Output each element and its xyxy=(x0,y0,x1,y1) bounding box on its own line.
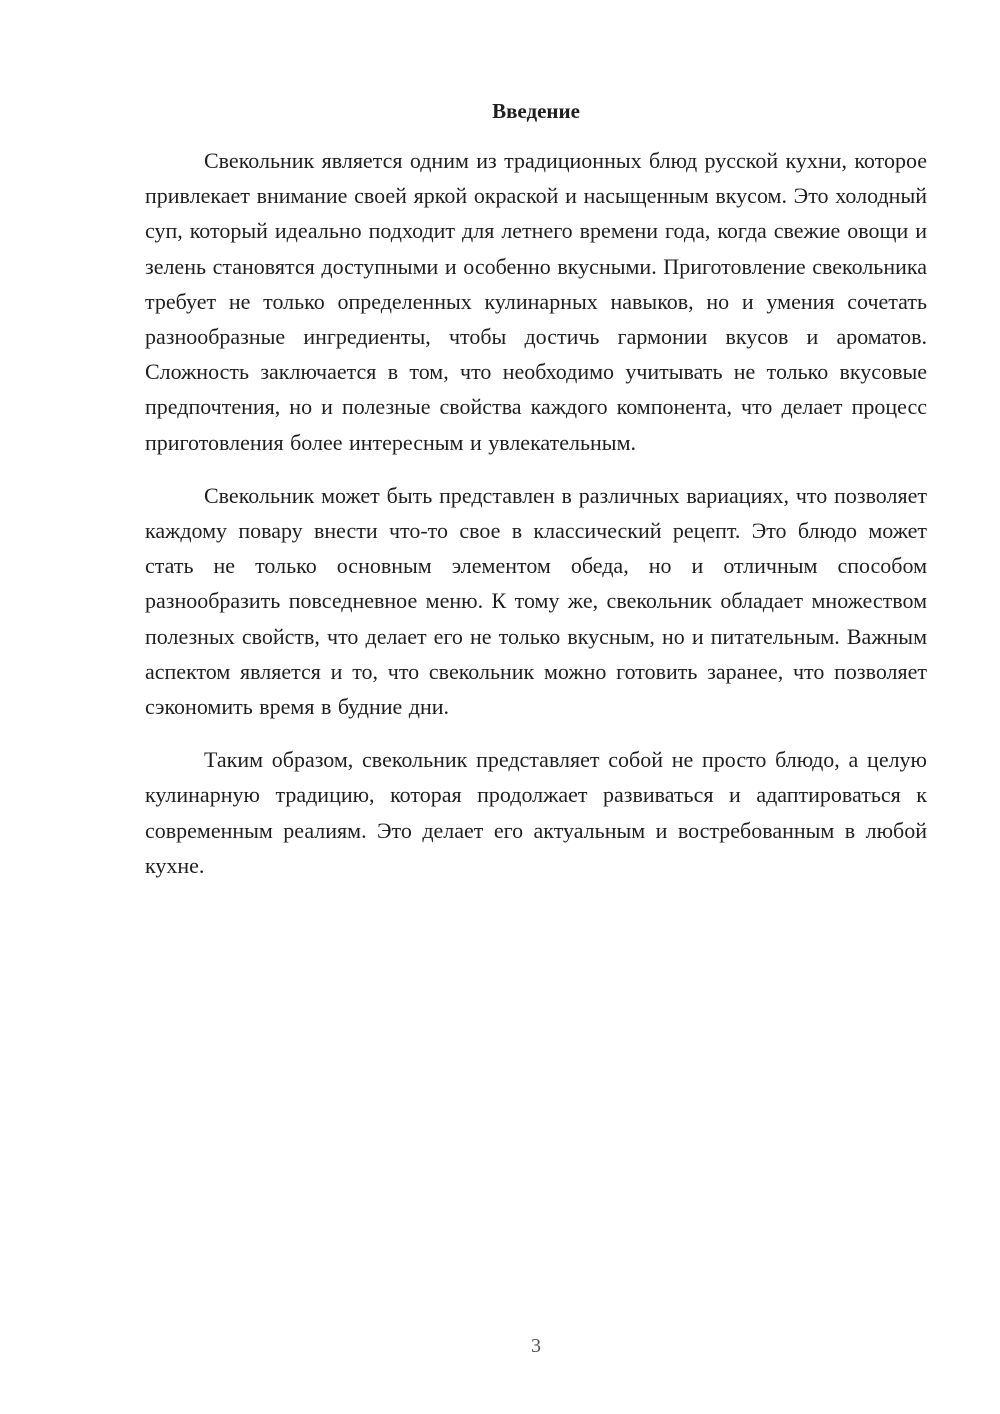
body-text xyxy=(145,143,927,883)
paragraph-1: Свекольник является одним из традиционных блюд русской кухни, которое привлекает внимание своей яркой окраской и насыщенным вкусом. Это холодный суп, который идеально подходит для летнего времени года, когда свежие овощи и зелень становятся доступными и особенно вкусными. Приготовление свекольника требует не только определенных кулинарных навыков, но и умения сочетать разнообразные ингредиенты, чтобы достичь гармонии вкусов и ароматов. Сложность заключается в том, что необходимо учитывать не только вкусовые предпочтения, но и полезные свойства каждого компонента, что делает процесс приготовления более интересным и увлекательным. xyxy=(145,148,927,455)
page-number: 3 xyxy=(531,1335,541,1357)
section-heading: Введение xyxy=(492,99,580,123)
paragraph-2: Свекольник может быть представлен в различных вариациях, что позволяет каждому повару внести что-то свое в классический рецепт. Это блюдо может стать не только основным элементом обеда, но и отличным способом разнообразить повседневное меню. К тому же, свекольник обладает множеством полезных свойств, что делает его не только вкусным, но и питательным. Важным аспектом является и то, что свекольник можно готовить заранее, что позволяет сэкономить время в будние дни. xyxy=(145,482,927,720)
paragraph-3: Таким образом, свекольник представляет собой не просто блюдо, а целую кулинарную традицию, которая продолжает развиваться и адаптироваться к современным реалиям. Это делает его актуальным и востребованным в любой кухне. xyxy=(145,747,927,878)
